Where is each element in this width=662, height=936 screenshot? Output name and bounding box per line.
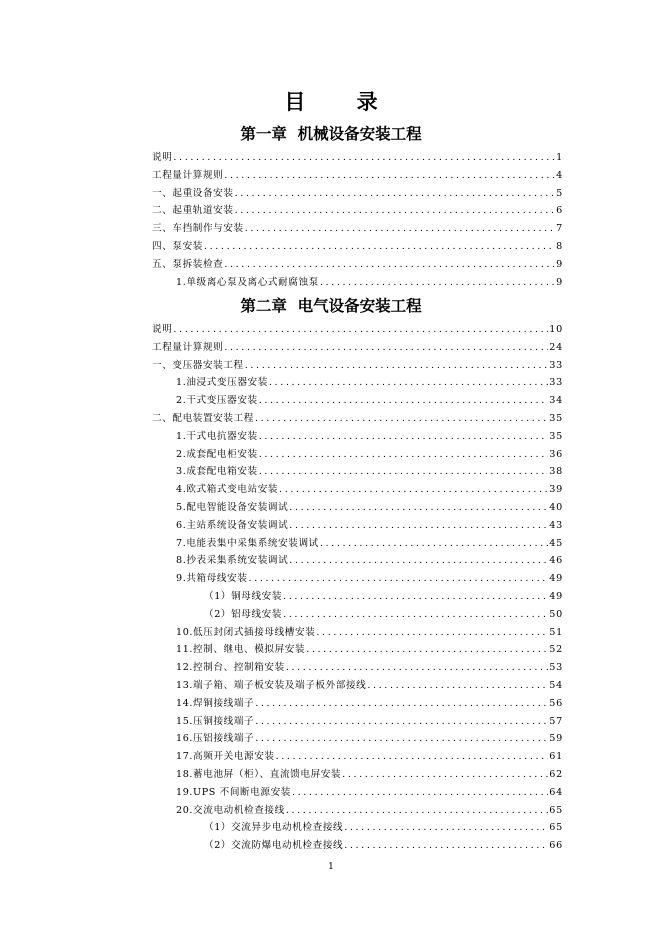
toc-entry-page: 9 [556, 258, 563, 270]
toc-entry[interactable] [152, 535, 563, 553]
toc-entry-page: 9 [556, 276, 563, 288]
toc-entry-text: 说明 [152, 324, 173, 335]
toc-dot-leader [344, 822, 548, 833]
toc-dot-leader [255, 733, 548, 744]
toc-entry-page: 8 [556, 240, 563, 252]
toc-entry-page: 65 [549, 822, 563, 834]
toc-entry-text: 四、泵安装 [152, 240, 203, 252]
toc-entry[interactable] [152, 624, 563, 642]
toc-entry-page: 50 [549, 608, 563, 620]
toc-dot-leader [279, 484, 548, 495]
toc-dot-leader [245, 223, 555, 234]
toc-dot-leader [173, 152, 555, 163]
toc-entry-page: 61 [549, 751, 563, 763]
toc-entry[interactable] [152, 339, 563, 357]
toc-entry-page: 39 [549, 484, 563, 496]
toc-entry[interactable] [152, 392, 563, 410]
toc-entry[interactable] [152, 588, 563, 606]
toc-entry[interactable] [152, 256, 563, 274]
toc-entry[interactable] [152, 784, 563, 802]
toc-entry-text: 2.成套配电柜安装 [176, 448, 258, 460]
chapter-2-toc-list [152, 321, 563, 855]
toc-entry[interactable] [152, 677, 563, 695]
toc-dot-leader [173, 324, 548, 335]
toc-entry[interactable] [152, 185, 563, 203]
toc-dot-leader [306, 644, 548, 655]
toc-dot-leader [255, 698, 548, 709]
toc-dot-leader [276, 751, 549, 762]
toc-entry-page: 64 [549, 786, 563, 798]
toc-entry-text: 14.焊铜接线端子 [176, 697, 255, 709]
toc-dot-leader [342, 769, 548, 780]
toc-entry[interactable] [152, 552, 563, 570]
toc-dot-leader [292, 787, 548, 798]
toc-entry-text: 17.高频开关电源安装 [176, 751, 275, 763]
toc-entry-text: （2）交流防爆电动机检查接线 [204, 840, 344, 852]
toc-entry-page: 4 [556, 169, 563, 181]
toc-entry-text: 1.干式电抗器安装 [176, 430, 258, 442]
toc-entry-page: 54 [549, 679, 563, 691]
toc-entry-page: 7 [556, 223, 563, 235]
toc-entry[interactable] [152, 499, 563, 517]
toc-dot-leader [283, 591, 548, 602]
toc-entry[interactable] [152, 659, 563, 677]
toc-entry[interactable] [152, 321, 563, 339]
toc-entry-page: 5 [556, 187, 563, 199]
toc-entry-page: 33 [549, 377, 563, 389]
toc-entry-text: 19.UPS 不间断电源安装 [176, 786, 291, 798]
toc-entry-page: 59 [549, 733, 563, 745]
toc-entry-page: 45 [549, 537, 563, 549]
toc-entry[interactable] [152, 837, 563, 855]
toc-entry-page: 1 [556, 152, 563, 163]
toc-dot-leader [255, 716, 548, 727]
toc-entry-text: 16.压铝接线端子 [176, 733, 255, 745]
toc-entry-page: 38 [549, 466, 563, 478]
toc-entry-text: 工程量计算规则 [152, 341, 224, 353]
toc-entry-page: 53 [549, 662, 563, 674]
toc-dot-leader [224, 259, 555, 270]
toc-entry-text: 7.电能表集中采集系统安装调试 [176, 537, 319, 549]
toc-dot-leader [316, 627, 548, 638]
toc-dot-leader [320, 538, 548, 549]
chapter-2-heading: 第二章 电气设备安装工程 [240, 297, 422, 315]
toc-entry-text: 二、起重轨道安装 [152, 205, 234, 217]
toc-entry[interactable] [152, 149, 563, 167]
toc-entry-text: 3.成套配电箱安装 [176, 466, 258, 478]
toc-entry-text: 18.蓄电池屏（柜）、直流馈电屏安装 [176, 768, 342, 780]
toc-entry-text: 2.干式变压器安装 [176, 395, 258, 407]
toc-entry[interactable] [152, 819, 563, 837]
toc-entry-page: 36 [549, 448, 563, 460]
toc-dot-leader [289, 520, 548, 531]
toc-entry[interactable] [152, 202, 563, 220]
toc-entry[interactable] [152, 446, 563, 464]
toc-entry-text: 二、配电装置安装工程 [152, 412, 254, 424]
toc-entry-text: 三、车挡制作与安装 [152, 223, 244, 235]
toc-entry-text: 13.端子箱、端子板安装及端子板外部接线 [176, 679, 367, 691]
toc-dot-leader [320, 277, 555, 288]
toc-entry-text: 10.低压封闭式插接母线槽安装 [176, 626, 316, 638]
toc-entry[interactable] [152, 730, 563, 748]
toc-entry-page: 52 [549, 644, 563, 656]
toc-entry-page: 56 [549, 697, 563, 709]
toc-entry-text: （2）铝母线安装 [204, 608, 283, 620]
toc-entry-text: 8.抄表采集系统安装调试 [176, 555, 289, 567]
toc-entry-text: 5.配电智能设备安装调试 [176, 501, 289, 513]
toc-entry[interactable] [152, 802, 563, 820]
toc-entry-text: （1）铜母线安装 [204, 590, 283, 602]
toc-dot-leader [286, 805, 548, 816]
toc-entry-page: 46 [549, 555, 563, 567]
toc-dot-leader [204, 241, 555, 252]
toc-entry-text: 说明 [152, 152, 173, 163]
toc-entry[interactable] [152, 748, 563, 766]
toc-entry[interactable] [152, 517, 563, 535]
toc-dot-leader [235, 188, 556, 199]
toc-dot-leader [344, 840, 548, 851]
toc-entry-page: 51 [549, 626, 563, 638]
toc-entry[interactable] [152, 463, 563, 481]
toc-entry-page: 10 [549, 324, 563, 335]
toc-dot-leader [286, 662, 548, 673]
toc-entry-text: 9.共箱母线安装 [176, 573, 248, 585]
toc-dot-leader [259, 449, 548, 460]
toc-entry-page: 49 [549, 573, 563, 585]
toc-entry-text: 15.压铜接线端子 [176, 715, 255, 727]
toc-dot-leader [259, 395, 548, 406]
toc-entry-text: 1.单级离心泵及离心式耐腐蚀泵 [176, 276, 319, 288]
toc-dot-leader [235, 205, 556, 216]
toc-dot-leader [367, 680, 548, 691]
toc-entry-page: 34 [549, 395, 563, 407]
toc-entry-text: 20.交流电动机检查接线 [176, 804, 285, 816]
toc-entry-page: 6 [556, 205, 563, 217]
toc-entry-text: 12.控制台、控制箱安装 [176, 662, 285, 674]
toc-entry-text: 五、泵拆装检查 [152, 258, 224, 270]
toc-dot-leader [289, 502, 548, 513]
toc-entry-text: 一、变压器安装工程 [152, 359, 244, 371]
toc-entry[interactable] [152, 606, 563, 624]
toc-dot-leader [269, 377, 548, 388]
toc-entry-page: 35 [549, 412, 563, 424]
toc-entry[interactable] [152, 428, 563, 446]
toc-entry-page: 40 [549, 501, 563, 513]
toc-dot-leader [259, 466, 548, 477]
toc-dot-leader [289, 555, 548, 566]
toc-title: 目 录 [284, 90, 400, 114]
page-number: 1 [328, 862, 334, 872]
toc-entry-page: 57 [549, 715, 563, 727]
toc-entry[interactable] [152, 570, 563, 588]
toc-entry[interactable] [152, 238, 563, 256]
toc-dot-leader [283, 609, 548, 620]
toc-entry[interactable] [152, 220, 563, 238]
toc-dot-leader [259, 431, 548, 442]
toc-entry-page: 66 [549, 840, 563, 852]
toc-entry-text: （1）交流异步电动机检查接线 [204, 822, 344, 834]
toc-entry[interactable] [152, 641, 563, 659]
toc-entry-text: 11.控制、继电、模拟屏安装 [176, 644, 306, 656]
toc-dot-leader [255, 413, 548, 424]
toc-dot-leader [245, 360, 548, 371]
toc-entry-text: 1.油浸式变压器安装 [176, 377, 268, 389]
toc-entry-page: 24 [549, 341, 563, 353]
toc-entry[interactable] [152, 167, 563, 185]
toc-entry-page: 35 [549, 430, 563, 442]
toc-entry[interactable] [152, 357, 563, 375]
toc-entry-text: 工程量计算规则 [152, 169, 224, 181]
toc-entry[interactable] [152, 274, 563, 292]
toc-entry-page: 65 [549, 804, 563, 816]
toc-entry[interactable] [152, 481, 563, 499]
toc-entry-page: 49 [549, 590, 563, 602]
toc-entry-page: 33 [549, 359, 563, 371]
toc-entry-text: 4.欧式箱式变电站安装 [176, 484, 279, 496]
toc-entry[interactable] [152, 713, 563, 731]
toc-entry[interactable] [152, 695, 563, 713]
toc-dot-leader [249, 573, 549, 584]
toc-entry-page: 43 [549, 519, 563, 531]
toc-entry-page: 62 [549, 768, 563, 780]
toc-entry[interactable] [152, 374, 563, 392]
chapter-1-toc-list [152, 149, 563, 291]
toc-entry-text: 一、起重设备安装 [152, 187, 234, 199]
toc-entry-text: 6.主站系统设备安装调试 [176, 519, 289, 531]
toc-dot-leader [224, 170, 555, 181]
toc-dot-leader [224, 342, 548, 353]
toc-entry[interactable] [152, 410, 563, 428]
chapter-1-heading: 第一章 机械设备安装工程 [240, 125, 422, 143]
toc-entry[interactable] [152, 766, 563, 784]
